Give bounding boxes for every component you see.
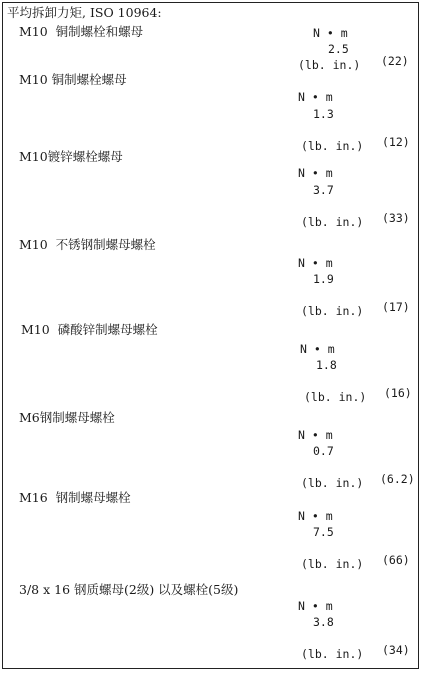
value-lbin: (34) (382, 643, 410, 657)
value-nm: 7.5 (313, 525, 334, 539)
unit-lbin: (lb. in.) (298, 58, 361, 72)
value-lbin: (22) (381, 54, 409, 68)
unit-lbin: (lb. in.) (301, 304, 364, 318)
unit-nm: N • m (298, 166, 333, 180)
value-nm: 3.7 (313, 183, 334, 197)
value-nm: 1.8 (316, 358, 337, 372)
unit-nm: N • m (298, 256, 333, 270)
unit-lbin: (lb. in.) (301, 139, 364, 153)
value-lbin: (6.2) (380, 472, 415, 486)
unit-lbin: (lb. in.) (304, 390, 367, 404)
unit-lbin: (lb. in.) (301, 557, 364, 571)
item-label: M16 钢制螺母螺栓 (19, 490, 131, 505)
unit-nm: N • m (313, 26, 348, 40)
value-nm: 0.7 (313, 444, 334, 458)
item-label: M6钢制螺母螺栓 (19, 410, 115, 425)
unit-nm: N • m (298, 428, 333, 442)
value-lbin: (16) (384, 386, 412, 400)
value-nm: 1.3 (313, 107, 334, 121)
item-label: M10 铜制螺栓螺母 (19, 72, 127, 87)
value-nm: 2.5 (328, 42, 349, 56)
unit-nm: N • m (298, 509, 333, 523)
value-lbin: (17) (382, 300, 410, 314)
unit-nm: N • m (298, 90, 333, 104)
unit-lbin: (lb. in.) (301, 647, 364, 661)
unit-lbin: (lb. in.) (301, 476, 364, 490)
unit-nm: N • m (300, 342, 335, 356)
item-label: M10镀锌螺栓螺母 (19, 149, 123, 164)
value-nm: 3.8 (313, 615, 334, 629)
value-lbin: (33) (382, 211, 410, 225)
page-title: 平均拆卸力矩, ISO 10964: (7, 5, 162, 20)
item-label: M10 不锈钢制螺母螺栓 (19, 237, 156, 252)
value-nm: 1.9 (313, 272, 334, 286)
item-label: M10 磷酸锌制螺母螺栓 (21, 322, 158, 337)
value-lbin: (12) (382, 135, 410, 149)
unit-nm: N • m (298, 599, 333, 613)
item-label: M10 铜制螺栓和螺母 (19, 24, 144, 39)
unit-lbin: (lb. in.) (301, 215, 364, 229)
item-label: 3/8 x 16 钢质螺母(2级) 以及螺栓(5级) (19, 582, 239, 597)
value-lbin: (66) (382, 553, 410, 567)
